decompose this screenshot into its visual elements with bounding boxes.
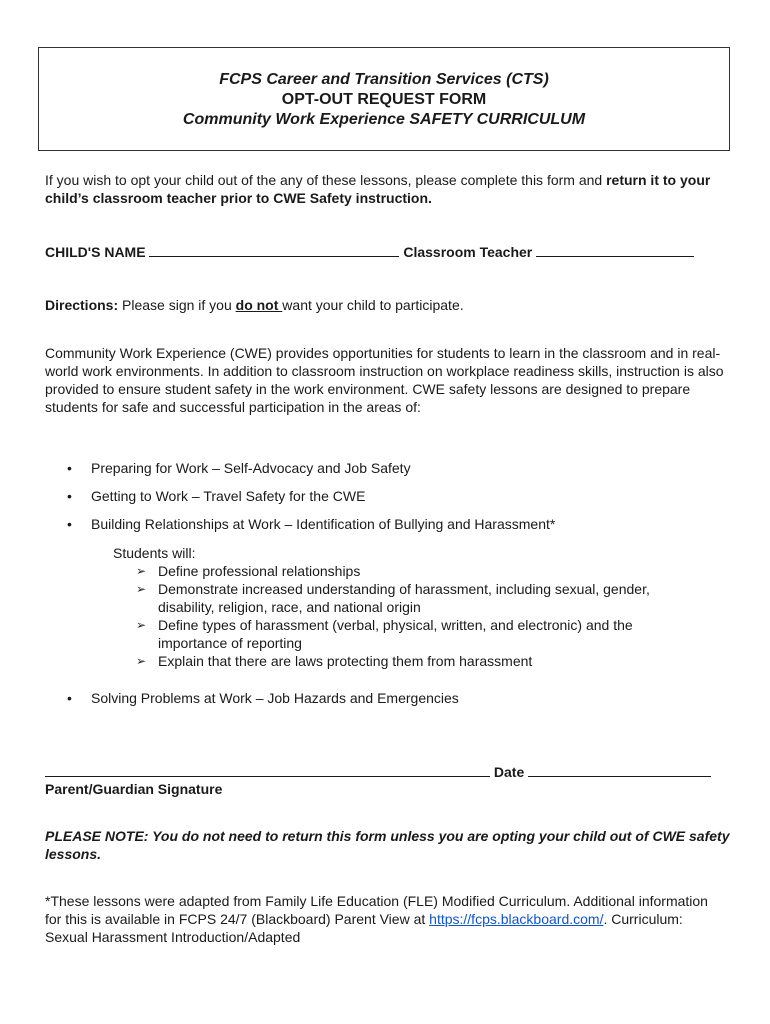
signature-label: Parent/Guardian Signature <box>45 781 223 797</box>
students-will-label: Students will: <box>113 545 196 561</box>
classroom-teacher-label: Classroom Teacher <box>403 244 533 260</box>
header-form-name: OPT-OUT REQUEST FORM <box>281 91 487 108</box>
arrow-bullet-icon: ➢ <box>136 582 147 596</box>
list-item <box>113 562 703 580</box>
objective-text: Explain that there are laws protecting them from harassment <box>158 653 533 669</box>
list-item: • Preparing for Work – Self-Advocacy and Job Safety <box>45 459 735 487</box>
directions-label: Directions: <box>45 297 119 313</box>
header-curriculum: Community Work Experience SAFETY CURRICULUM <box>182 111 586 128</box>
intro-text: If you wish to opt your child out of the any of these lessons, please complete this form and <box>45 172 607 188</box>
classroom-teacher-field[interactable] <box>536 242 694 257</box>
directions-emphasis: do not <box>235 297 283 313</box>
objective-text: Define professional relationships <box>158 563 361 579</box>
blackboard-link[interactable]: https://fcps.blackboard.com/ <box>429 911 604 927</box>
arrow-bullet-icon: ➢ <box>136 618 147 632</box>
list-item <box>113 652 703 670</box>
date-field[interactable] <box>528 762 711 777</box>
child-name-field[interactable] <box>149 242 399 257</box>
arrow-bullet-icon: ➢ <box>136 654 147 668</box>
list-item: • Solving Problems at Work – Job Hazards and Emergencies <box>45 689 735 717</box>
date-label: Date <box>493 764 525 780</box>
directions <box>45 296 735 314</box>
header-organization: FCPS Career and Transition Services (CTS) <box>219 71 549 88</box>
objective-text: Demonstrate increased understanding of harassment, including sexual, gender, disability, religion, race, and national origin <box>158 581 650 615</box>
list-item <box>113 616 703 652</box>
list-item: • Building Relationships at Work – Identification of Bullying and Harassment* <box>45 515 735 543</box>
objectives-list <box>113 562 703 670</box>
form-title-box <box>38 47 730 151</box>
child-info-row <box>45 242 745 261</box>
footnote-text: *These lessons were adapted from Family Life Education (FLE) Modified Curriculum. Additional information for this is available in FCPS 24/7 (Blackboard) Parent View at <box>45 893 708 927</box>
intro-bold: return it to your child’s classroom teacher prior to CWE Safety instruction. <box>45 172 711 206</box>
arrow-bullet-icon: ➢ <box>136 564 147 578</box>
footnote-after: . Curriculum: Sexual Harassment Introduction/Adapted <box>45 911 683 945</box>
child-name-label: CHILD'S NAME <box>45 244 146 260</box>
last-area-list <box>45 689 735 717</box>
signature-field[interactable] <box>45 762 490 777</box>
please-note: PLEASE NOTE: You do not need to return this form unless you are opting your child out of CWE safety lessons. <box>45 828 730 862</box>
list-item <box>113 580 703 616</box>
footnote <box>45 892 725 946</box>
intro-paragraph <box>45 171 735 207</box>
signature-row <box>45 762 745 781</box>
safety-areas-list <box>45 459 735 543</box>
directions-text-after: want your child to participate. <box>282 297 464 313</box>
list-item: • Getting to Work – Travel Safety for the CWE <box>45 487 735 515</box>
cwe-description: Community Work Experience (CWE) provides opportunities for students to learn in the classroom and in real-world work environments. In addition to classroom instruction on workplace readiness skills, instruction is also provided to ensure student safety in the work environment. CWE safety lessons are designed to prepare students for safe and successful participation in the areas of: <box>45 345 724 415</box>
directions-text-before: Please sign if you <box>118 297 236 313</box>
objective-text: Define types of harassment (verbal, physical, written, and electronic) and the importance of reporting <box>158 617 633 651</box>
